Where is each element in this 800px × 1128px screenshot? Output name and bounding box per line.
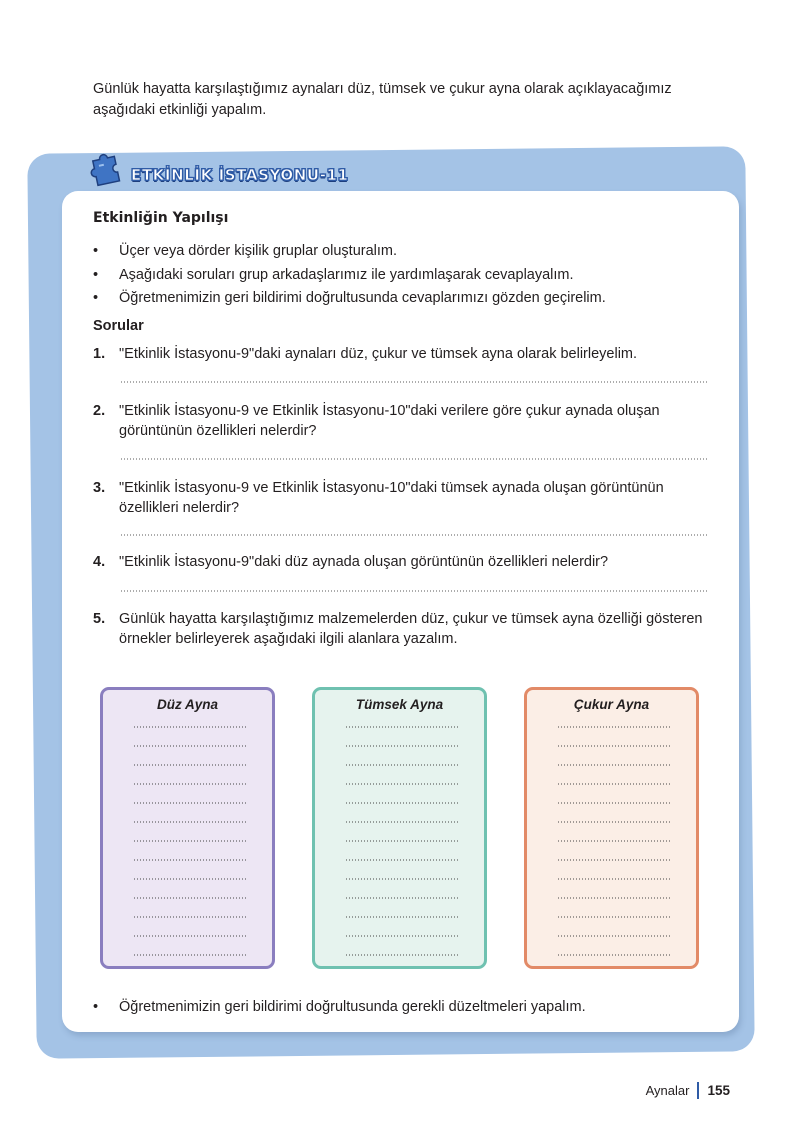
- questions-heading: Sorular: [93, 318, 144, 334]
- question-2: [93, 402, 713, 441]
- procedure-heading: Etkinliğin Yapılışı: [93, 210, 229, 226]
- answer-line-1[interactable]: [120, 381, 708, 383]
- question-number: 1.: [93, 346, 106, 362]
- concave-mirror-box: [524, 687, 699, 969]
- answer-line-4[interactable]: [120, 590, 708, 592]
- procedure-list: [93, 243, 713, 314]
- question-1: [93, 345, 713, 365]
- final-note-text: Öğretmenimizin geri bildirimi doğrultusunda gerekli düzeltmeleri yapalım.: [119, 999, 586, 1015]
- page-number: 155: [707, 1083, 730, 1098]
- question-3: [93, 479, 713, 518]
- list-item: • Öğretmenimizin geri bildirimi doğrultusunda cevaplarımızı gözden geçirelim.: [93, 290, 713, 314]
- question-text: "Etkinlik İstasyonu-9"daki aynaları düz, çukur ve tümsek ayna olarak belirleyelim.: [119, 346, 638, 362]
- question-number: 5.: [93, 611, 106, 627]
- box-title: Çukur Ayna: [573, 697, 650, 712]
- question-text: "Etkinlik İstasyonu-9"daki düz aynada oluşan görüntünün özellikleri nelerdir?: [119, 554, 609, 570]
- puzzle-piece-icon: [89, 148, 127, 188]
- question-text: "Etkinlik İstasyonu-9 ve Etkinlik İstasyonu-10"daki tümsek aynada oluşan görüntünün özellikleri nelerdir?: [119, 480, 664, 516]
- list-item: • Üçer veya dörder kişilik gruplar oluşturalım.: [93, 243, 713, 267]
- station-header: [89, 148, 369, 192]
- page-footer: [646, 1082, 730, 1099]
- question-text: Günlük hayatta karşılaştığımız malzemelerden düz, çukur ve tümsek ayna özelliği gösteren örnekler belirleyerek aşağıdaki ilgili alanlara yazalım.: [119, 611, 703, 647]
- question-number: 4.: [93, 554, 106, 570]
- question-4: [93, 553, 713, 573]
- box-title: Düz Ayna: [156, 697, 218, 712]
- list-item: • Aşağıdaki soruları grup arkadaşlarımız ile yardımlaşarak cevaplayalım.: [93, 267, 713, 291]
- final-note: • Öğretmenimizin geri bildirimi doğrultusunda gerekli düzeltmeleri yapalım.: [93, 999, 713, 1015]
- answer-line-2[interactable]: [120, 458, 708, 460]
- convex-mirror-box: [312, 687, 487, 969]
- question-5: [93, 610, 713, 649]
- intro-paragraph: Günlük hayatta karşılaştığımız aynaları düz, tümsek ve çukur ayna olarak açıklayacağımız aşağıdaki etkinliği yapalım.: [93, 81, 672, 118]
- box-title: Tümsek Ayna: [355, 697, 444, 712]
- question-number: 2.: [93, 403, 106, 419]
- answer-lines[interactable]: [557, 726, 671, 973]
- chapter-name: Aynalar: [645, 1083, 690, 1098]
- flat-mirror-box: [100, 687, 275, 969]
- station-title: ETKİNLİK İSTASYONU-11: [131, 166, 349, 184]
- footer-divider: [697, 1082, 699, 1099]
- question-number: 3.: [93, 480, 106, 496]
- answer-lines[interactable]: [133, 726, 247, 973]
- answer-line-3[interactable]: [120, 534, 708, 536]
- question-text: "Etkinlik İstasyonu-9 ve Etkinlik İstasyonu-10"daki verilere göre çukur aynada oluşan görüntünün özellikleri nelerdir?: [119, 403, 660, 439]
- answer-lines[interactable]: [345, 726, 459, 973]
